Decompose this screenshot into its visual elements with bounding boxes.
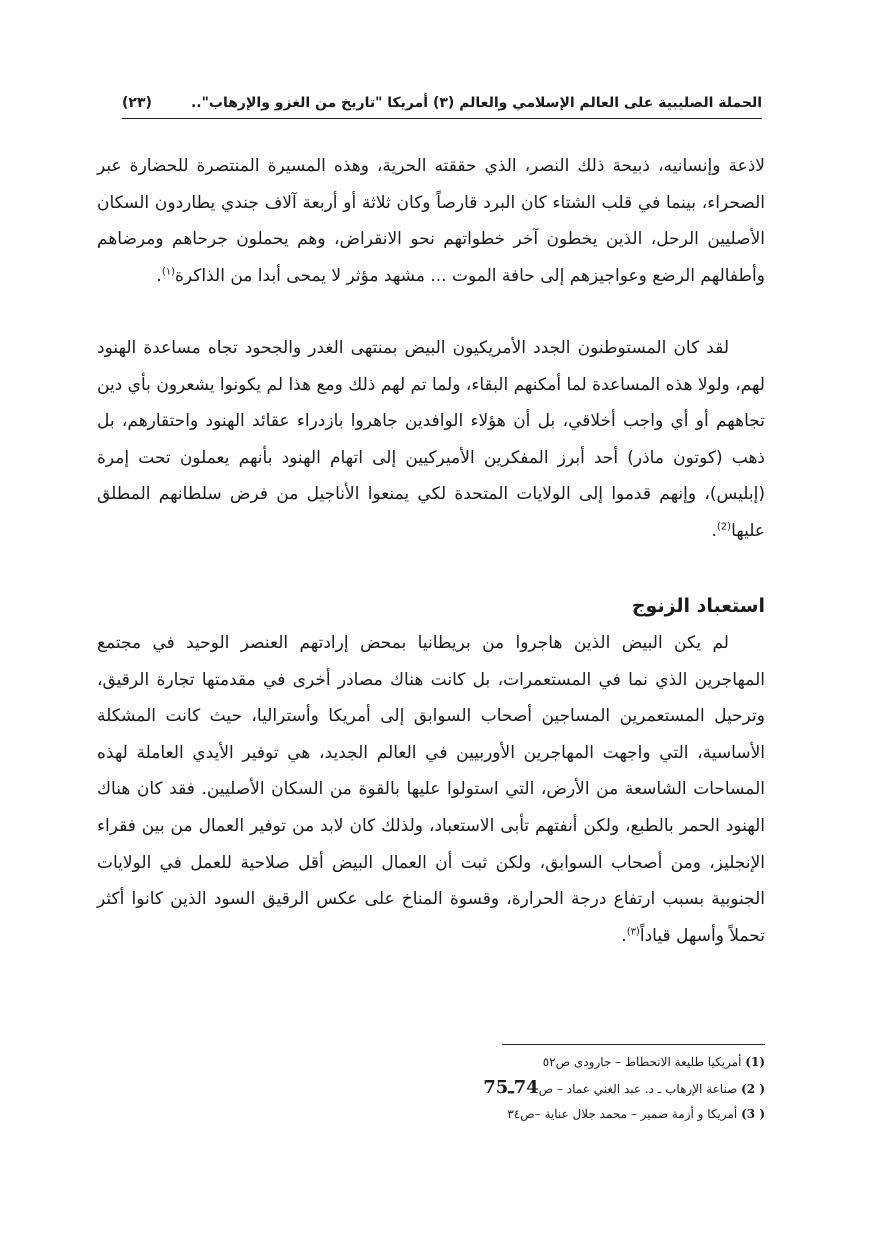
footnote-2-mark: ( 2) [741, 1082, 765, 1096]
footnote-2-text: صناعة الإرهاب ـ د. عبد الغني عماد – ص [538, 1082, 738, 1096]
footnote-ref-3[interactable]: (٣) [626, 926, 640, 938]
paragraph-2 [97, 330, 765, 550]
paragraph-2-end: . [711, 520, 717, 541]
header-title: الحملة الصليبية على العالم الإسلامي والعالم (٣) أمريكا "تاريخ من الغزو والإرهاب".. [190, 95, 762, 111]
section-heading: استعباد الزنوج [631, 595, 765, 617]
footnotes [380, 1050, 765, 1127]
page-number: (٢٣) [122, 95, 152, 111]
footnote-1 [380, 1050, 765, 1075]
paragraph-3-end: . [621, 925, 627, 946]
footnote-divider [502, 1044, 765, 1045]
paragraph-1 [97, 148, 765, 294]
footnote-2 [380, 1075, 765, 1102]
footnote-3 [380, 1102, 765, 1127]
running-header [122, 88, 762, 118]
paragraph-3 [97, 625, 765, 954]
footnote-ref-1[interactable]: (١) [161, 266, 176, 278]
footnote-1-text: أمريكيا طليعة الانحطاط – جارودى ص٥٢ [542, 1055, 742, 1069]
paragraph-3-text: لم يكن البيض الذين هاجروا من بريطانيا بمحض إرادتهم العنصر الوحيد في مجتمع المهاجرين الذي نما في المستعمرات، بل كانت هناك مصادر أخرى في مقدمتها تجارة الرقيق، وترحيل المستعمرين المساجين أصحاب السوابق إلى أمريكا وأستراليا، حيث كانت المشكلة الأساسية، التي واجهت المهاجرين الأوربيين في العالم الجديد، هي توفير الأيدي العاملة لهذه المساحات الشاسعة من الأرض، التي استولوا عليها بالقوة من السكان الأصليين. فقد كان هناك الهنود الحمر بالطبع، ولكن أنفتهم تأبى الاستعباد، ولذلك كان لابد من توفير العمال من بين فقراء الإنجليز، ومن أصحاب السوابق، ولكن ثبت أن العمال البيض أقل صلاحية للعمل في الولايات الجنوبية بسبب ارتفاع درجة الحرارة، وقسوة المناخ على عكس الرقيق السود الذين كانوا أكثر تحملاً وأسهل قياداً [97, 633, 765, 946]
paragraph-1-end: . [156, 265, 162, 286]
footnote-ref-2[interactable]: (2) [716, 521, 732, 533]
paragraph-2-text: لقد كان المستوطنون الجدد الأمريكيون البيض بمنتهى الغدر والجحود تجاه مساعدة الهنود لهم، ولولا هذه المساعدة لما أمكنهم البقاء، ولما تم لهم ذلك ومع هذا لم يكونوا يشعرون بأي دين تجاههم أو أي واجب أخلاقي، بل أن هؤلاء الوافدين جاهروا بازدراء عقائد الهنود واحتقارهم، بل ذهب (كوتون ماذر) أحد أبرز المفكرين الأميركيين إلى اتهام الهنود بأنهم يعملون تحت إمرة (إبليس)، وإنهم قدموا إلى الولايات المتحدة لكي يمنعوا الأناجيل من فرض سلطانهم المطلق عليها [97, 338, 765, 541]
footnote-2-pages: 74ـ75 [483, 1077, 539, 1098]
footnote-3-text: أمريكا و أزمة ضمير – محمد جلال عناية –ص٣٤ [507, 1107, 738, 1121]
header-divider [122, 118, 762, 119]
footnote-1-mark: (1) [745, 1055, 765, 1069]
footnote-3-mark: ( 3) [741, 1107, 765, 1121]
paragraph-1-text: لاذعة وإنسانيه، ذبيحة ذلك النصر، الذي حققته الحرية، وهذه المسيرة المنتصرة للحضارة عبر الصحراء، بينما في قلب الشتاء كان البرد قارصاً وكان ثلاثة أو أربعة آلاف جندي يطاردون السكان الأصليين الرحل، الذين يخطون آخر خطواتهم نحو الانقراض، وهم يحملون جرحاهم ومرضاهم وأطفالهم الرضع وعواجيزهم إلى حافة الموت ... مشهد مؤثر لا يمحى أبدا من الذاكرة [97, 156, 765, 286]
